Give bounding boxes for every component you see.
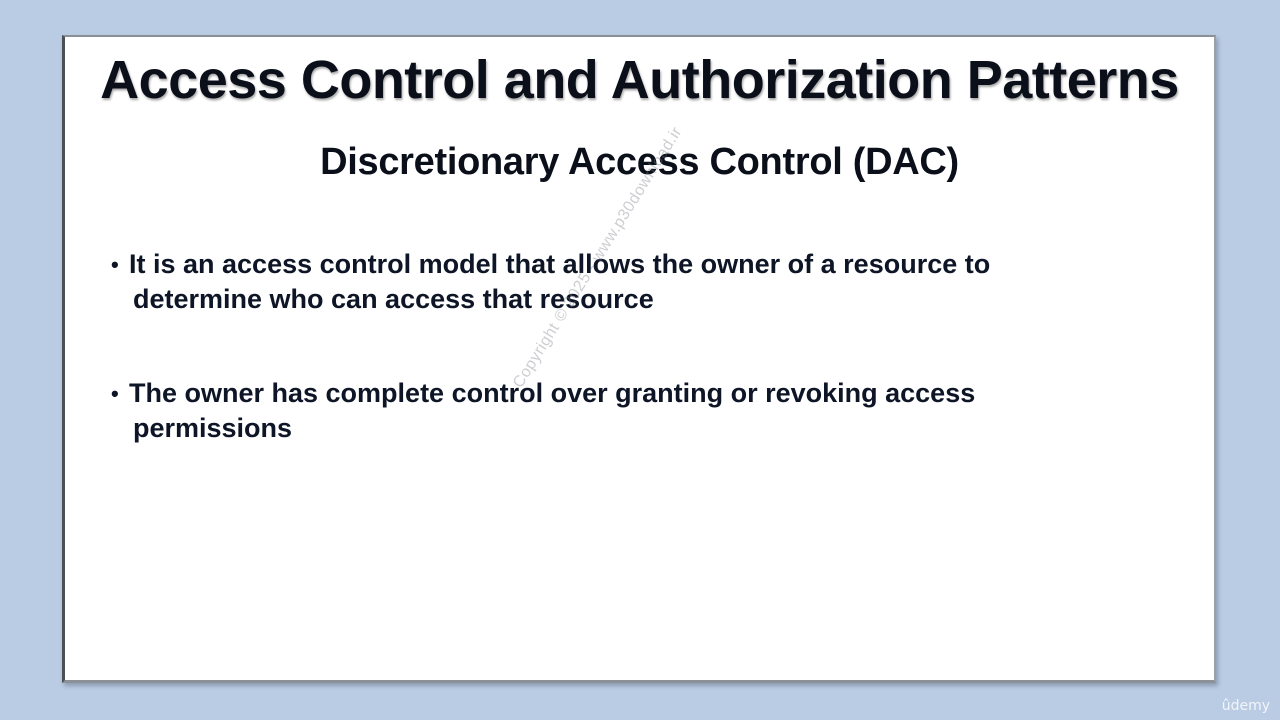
bullet-line: permissions (133, 413, 293, 443)
copyright-watermark: Copyright © 2025 - www.p30download.ir (510, 124, 686, 392)
slide-title: Access Control and Authorization Patterns (100, 50, 1179, 110)
bullet-dot-icon: • (111, 381, 119, 406)
slide-subtitle: Discretionary Access Control (DAC) (320, 141, 959, 183)
bullet-line: The owner has complete control over granting or revoking access (129, 378, 976, 408)
udemy-logo: ûdemy (1221, 698, 1270, 714)
presentation-slide (62, 35, 1216, 683)
bullet-line: determine who can access that resource (133, 284, 654, 314)
bullet-list (109, 247, 1109, 505)
bullet-item (109, 376, 1109, 446)
bullet-line: It is an access control model that allows the owner of a resource to (129, 249, 991, 279)
bullet-text (129, 376, 1109, 446)
bullet-dot-icon: • (111, 252, 119, 277)
bullet-text (129, 247, 1109, 317)
